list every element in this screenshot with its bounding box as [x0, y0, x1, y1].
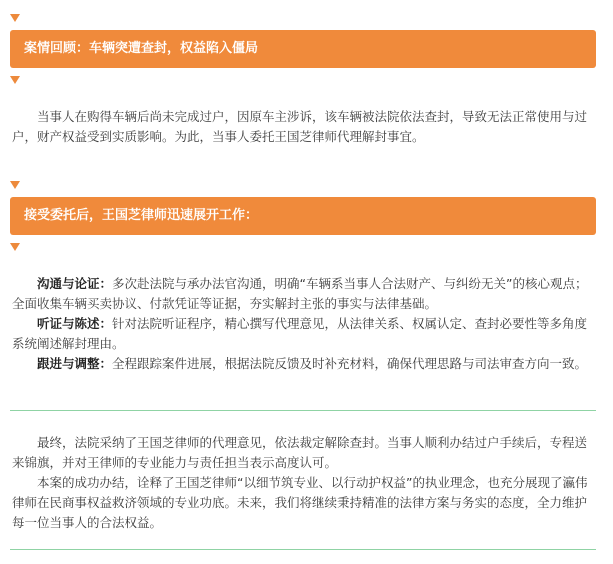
item-label: 听证与陈述： — [37, 316, 113, 331]
case-review-paragraph — [12, 107, 598, 147]
list-item — [12, 354, 598, 374]
list-item — [12, 314, 598, 354]
outcome-paragraph: 本案的成功办结，诠释了王国芝律师“以细节筑专业、以行动护权益”的执业理念，也充分展现了瀛伟律师在民商事权益救济领域的专业功底。未来，我们将继续秉持精准的法律方案与务实的态度，全力维护每一位当事人的合法权益。 — [12, 475, 588, 530]
down-triangle-icon — [10, 76, 20, 84]
item-text: 全程跟踪案件进展，根据法院反馈及时补充材料，确保代理思路与司法审查方向一致。 — [112, 356, 588, 371]
down-triangle-icon — [10, 243, 20, 251]
outcome-paragraph: 最终，法院采纳了王国芝律师的代理意见，依法裁定解除查封。当事人顺利办结过户手续后，专程送来锦旗，并对王律师的专业能力与责任担当表示高度认可。 — [12, 435, 588, 470]
section-banner-work-started: 接受委托后，王国芝律师迅速展开工作： — [10, 197, 596, 235]
list-item — [12, 274, 598, 314]
item-label: 沟通与论证： — [37, 276, 113, 291]
outcome-paragraphs — [12, 433, 598, 533]
item-text: 针对法院听证程序，精心撰写代理意见，从法律关系、权属认定、查封必要性等多角度系统阐述解封理由。 — [12, 316, 588, 351]
down-triangle-icon — [10, 181, 20, 189]
item-label: 跟进与调整： — [37, 356, 113, 371]
item-text: 多次赴法院与承办法官沟通，明确“车辆系当事人合法财产、与纠纷无关”的核心观点；全面收集车辆买卖协议、付款凭证等证据，夯实解封主张的事实与法律基础。 — [12, 276, 588, 311]
case-review-text: 当事人在购得车辆后尚未完成过户，因原车主涉诉，该车辆被法院依法查封，导致无法正常使用与过户，财产权益受到实质影响。为此，当事人委托王国芝律师代理解封事宜。 — [12, 109, 588, 144]
section-divider — [10, 549, 596, 550]
section-divider — [10, 410, 596, 411]
work-items-list — [12, 274, 598, 374]
section-banner-case-review: 案情回顾：车辆突遭查封，权益陷入僵局 — [10, 30, 596, 68]
down-triangle-icon — [10, 14, 20, 22]
